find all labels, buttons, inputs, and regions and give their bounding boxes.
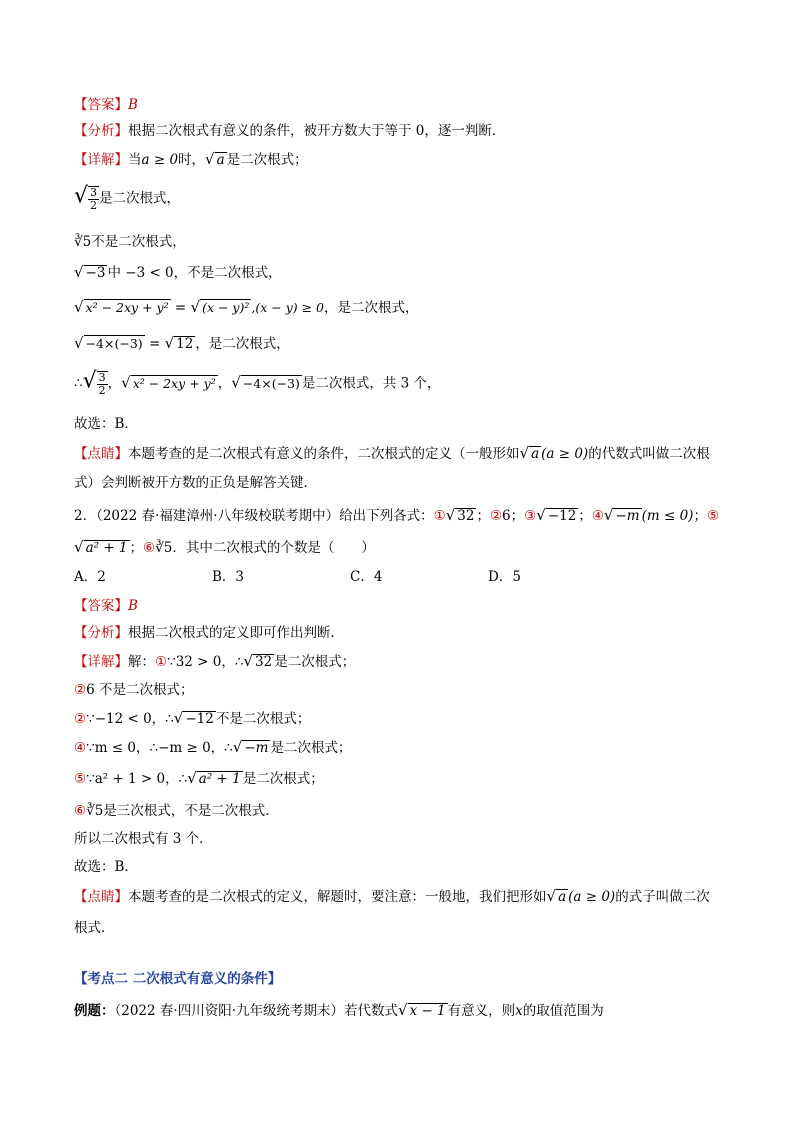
choice-text: 故选：B． xyxy=(74,416,138,432)
example-text: （2022 春·四川资阳·九年级统考期末）若代数式 xyxy=(114,1003,398,1019)
comment-text: 式）会判断被开方数的正负是解答关键． xyxy=(74,475,317,491)
q2-comment-line-2 xyxy=(74,918,115,938)
sqrt-icon: √ xyxy=(173,709,184,727)
detail-tag: 【详解】 xyxy=(74,654,128,670)
separator: ； xyxy=(510,508,525,524)
equals: = xyxy=(144,336,165,352)
sqrt-icon: √ xyxy=(74,298,84,316)
radicand: x − 1 xyxy=(409,1003,446,1019)
q2-analysis-line xyxy=(74,623,344,643)
detail-text: 是二次根式； xyxy=(226,152,308,168)
sqrt-icon: √ xyxy=(164,334,175,352)
detail-text: ∵a² + 1 > 0，∴ xyxy=(86,771,188,787)
radicand: a² + 1 xyxy=(198,771,241,787)
sqrt-icon: √ xyxy=(519,444,530,462)
q1-line-6 xyxy=(74,368,441,397)
sqrt-icon: √ xyxy=(536,506,546,524)
math-variable: x xyxy=(515,1003,523,1019)
item-number: ⑥ xyxy=(74,803,87,819)
analysis-tag: 【分析】 xyxy=(74,123,128,139)
option-b: B．3 xyxy=(212,569,245,585)
separator: ； xyxy=(578,508,592,524)
radicand: a² + 1 xyxy=(85,540,128,556)
separator: ， xyxy=(107,375,122,392)
detail-text: 6 不是二次根式； xyxy=(86,682,194,698)
sqrt-icon: √ xyxy=(243,652,254,670)
radicand: 12 xyxy=(176,336,194,352)
item-number: ③ xyxy=(524,508,537,524)
comment-tag: 【点睛】 xyxy=(74,446,128,462)
analysis-tag: 【分析】 xyxy=(74,625,128,641)
comment-tag: 【点睛】 xyxy=(74,889,128,905)
math-expression: ∛5 xyxy=(155,540,173,556)
detail-text: 时， xyxy=(178,152,206,168)
item-number: ② xyxy=(74,682,87,698)
answer-tag: 【答案】 xyxy=(74,97,128,113)
comment-text: 的式子叫做二次 xyxy=(615,889,710,905)
question-stem: 2．（2022 春·福建漳州·八年级校联考期中）给出下列各式： xyxy=(74,508,434,524)
item-number: ① xyxy=(155,654,168,670)
q1-analysis-line xyxy=(74,121,505,141)
radicand: a xyxy=(558,889,567,905)
example-tag: 例题： xyxy=(74,1003,115,1019)
item-number: ⑤ xyxy=(706,508,720,524)
sqrt-icon: √ xyxy=(121,373,131,392)
q1-answer-line xyxy=(74,95,138,115)
detail-text: ∛5是三次根式，不是二次根式． xyxy=(86,803,279,819)
q2-detail-line-1 xyxy=(74,651,355,672)
sqrt-icon: √ xyxy=(190,298,201,316)
radicand: a xyxy=(216,152,225,168)
question-stem: ．其中二次根式的个数是（ ） xyxy=(172,540,375,556)
line-text: 不是二次根式， xyxy=(91,234,186,250)
q1-line-3 xyxy=(74,262,282,283)
q2-detail-line-6 xyxy=(74,801,279,821)
math-expression: ∛5 xyxy=(74,234,92,250)
q1-comment-line-1 xyxy=(74,443,710,464)
q2-detail-line-2 xyxy=(74,680,194,700)
option-d: D．5 xyxy=(488,569,521,585)
sqrt-icon: √ xyxy=(205,150,215,168)
numerator: 3 xyxy=(90,186,98,199)
radicand: −m xyxy=(244,740,269,756)
count-text: 所以二次根式有 3 个． xyxy=(74,831,213,847)
q1-line-2 xyxy=(74,232,186,252)
detail-text: ∵32 > 0，∴ xyxy=(167,654,244,670)
answer-tag: 【答案】 xyxy=(74,598,128,614)
q2-detail-line-4 xyxy=(74,737,351,758)
item-number: ② xyxy=(489,508,503,524)
detail-text: 是二次根式； xyxy=(274,654,356,670)
radicand: −3 xyxy=(85,265,106,281)
detail-text: 解： xyxy=(128,654,155,670)
therefore-symbol: ∴ xyxy=(74,375,83,392)
q2-count-line xyxy=(74,829,213,849)
sqrt-icon: √ xyxy=(74,334,84,352)
math-condition: a ≥ 0 xyxy=(141,152,179,168)
radicand: (x − y)² xyxy=(202,300,250,315)
q1-line-5 xyxy=(74,333,290,354)
sqrt-icon: √ xyxy=(82,368,97,394)
separator: ； xyxy=(129,540,144,556)
sqrt-icon: √ xyxy=(232,738,243,756)
answer-value: B xyxy=(128,598,138,614)
fraction xyxy=(97,371,108,397)
q1-choice-line xyxy=(74,414,138,434)
analysis-text: 根据二次根式的定义即可作出判断． xyxy=(128,625,344,641)
radicand: a xyxy=(531,446,540,462)
math-condition: (a ≥ 0) xyxy=(541,446,589,462)
section-title: 【考点二 二次根式有意义的条件】 xyxy=(74,971,282,987)
sqrt-icon: √ xyxy=(445,506,456,524)
line-text: 中 −3 < 0，不是二次根式， xyxy=(107,265,282,281)
item-text: 6 xyxy=(502,508,511,524)
fraction xyxy=(88,186,99,212)
comment-text: 的代数式叫做二次根 xyxy=(588,446,710,462)
sqrt-icon: √ xyxy=(74,183,89,209)
item-number: ② xyxy=(74,711,87,727)
radicand: 32 xyxy=(255,654,273,670)
detail-text: 当 xyxy=(128,152,142,168)
sqrt-icon: √ xyxy=(546,887,557,905)
example-text: 的取值范围为 xyxy=(522,1003,604,1019)
line-text: ，是二次根式， xyxy=(195,336,290,352)
line-text: ，是二次根式， xyxy=(324,300,419,316)
q1-comment-line-2 xyxy=(74,473,317,493)
separator: ； xyxy=(476,508,490,524)
detail-text: ∵−12 < 0，∴ xyxy=(86,711,174,727)
separator: ； xyxy=(693,508,707,524)
analysis-text: 根据二次根式有意义的条件，被开方数大于等于 0，逐一判断． xyxy=(128,123,506,139)
numerator: 3 xyxy=(98,371,106,384)
detail-tag: 【详解】 xyxy=(74,152,128,168)
q2-stem-line-1 xyxy=(74,505,719,526)
math-condition: ,(x − y) ≥ 0 xyxy=(251,300,325,315)
sqrt-icon: √ xyxy=(231,373,241,392)
q1-line-1 xyxy=(74,183,181,212)
separator: ， xyxy=(217,375,232,392)
math-condition: (a ≥ 0) xyxy=(568,889,616,905)
item-number: ⑤ xyxy=(74,771,87,787)
radicand: 32 xyxy=(457,508,475,524)
q2-options xyxy=(74,567,626,587)
item-number: ① xyxy=(433,508,446,524)
denominator: 2 xyxy=(98,384,106,397)
choice-text: 故选：B． xyxy=(74,859,138,875)
item-number: ⑥ xyxy=(143,540,156,556)
detail-text: ∵m ≤ 0，∴−m ≥ 0，∴ xyxy=(86,740,233,756)
q1-detail-line xyxy=(74,149,308,170)
detail-text: 是二次根式； xyxy=(270,740,352,756)
sqrt-icon: √ xyxy=(397,1001,408,1019)
denominator: 2 xyxy=(90,199,98,212)
math-condition: (m ≤ 0) xyxy=(641,508,694,524)
sqrt-icon: √ xyxy=(603,506,614,524)
detail-text: 是二次根式； xyxy=(242,771,324,787)
line-text: 是二次根式， xyxy=(99,190,181,207)
radicand: x² − 2xy + y² xyxy=(132,375,216,391)
example-line xyxy=(74,1000,604,1021)
radicand: x² − 2xy + y² xyxy=(85,300,169,315)
q2-stem-line-2 xyxy=(74,537,375,558)
radicand: −12 xyxy=(185,711,214,727)
radicand: −m xyxy=(615,508,640,524)
comment-text: 本题考查的是二次根式的定义，解题时，要注意：一般地，我们把形如 xyxy=(128,889,547,905)
item-number: ④ xyxy=(74,740,87,756)
q2-comment-line-1 xyxy=(74,886,710,907)
q2-answer-line xyxy=(74,596,138,616)
line-text: 是二次根式，共 3 个， xyxy=(301,375,441,392)
q1-line-4 xyxy=(74,297,419,318)
option-c: C．4 xyxy=(350,569,383,585)
q2-choice-line xyxy=(74,857,138,877)
q2-detail-line-5 xyxy=(74,768,324,789)
sqrt-icon: √ xyxy=(74,538,84,556)
q2-detail-line-3 xyxy=(74,708,310,729)
equals: = xyxy=(170,300,191,316)
sqrt-icon: √ xyxy=(187,769,197,787)
radicand: −4×(−3) xyxy=(242,375,300,391)
answer-value: B xyxy=(128,97,138,113)
example-text: 有意义，则 xyxy=(447,1003,516,1019)
sqrt-icon: √ xyxy=(74,263,84,281)
radicand: −12 xyxy=(547,508,577,524)
detail-text: 不是二次根式； xyxy=(215,711,311,727)
comment-text: 本题考查的是二次根式有意义的条件，二次根式的定义（一般形如 xyxy=(128,446,520,462)
comment-text: 根式． xyxy=(74,920,115,936)
option-a: A．2 xyxy=(74,569,106,585)
radicand: −4×(−3) xyxy=(85,336,143,351)
item-number: ④ xyxy=(591,508,604,524)
